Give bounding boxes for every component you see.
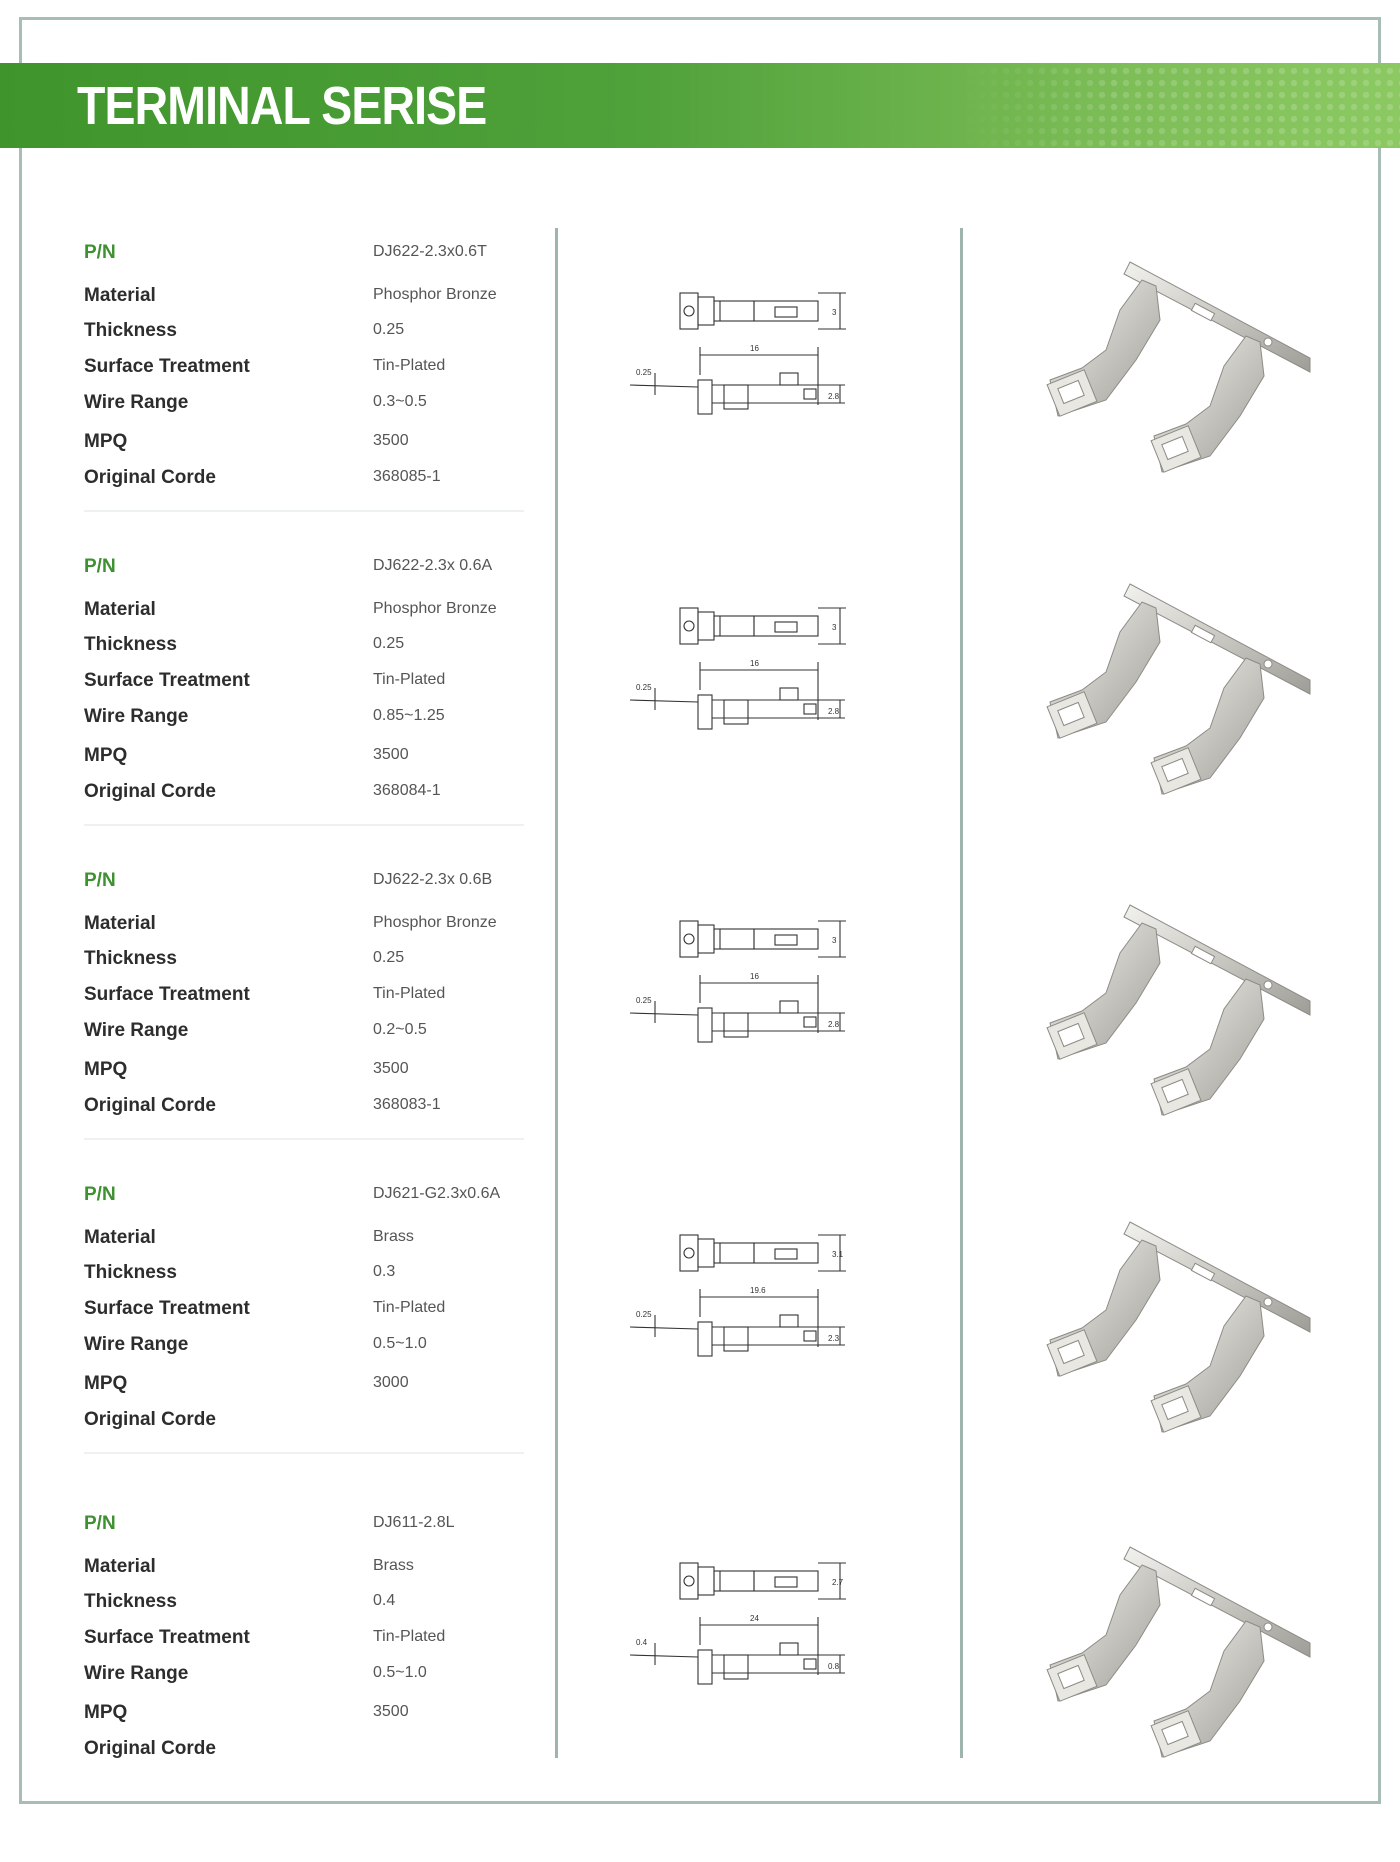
spec-label: Material	[84, 913, 156, 934]
spec-value: Tin-Plated	[373, 357, 446, 374]
spec-value: Tin-Plated	[373, 1299, 446, 1316]
row-separator	[84, 1452, 524, 1454]
spec-value: Phosphor Bronze	[373, 914, 497, 931]
wire-range-row	[84, 1334, 524, 1364]
mpq-row	[84, 1702, 524, 1732]
spec-value: 0.5~1.0	[373, 1664, 427, 1681]
top-view	[680, 1563, 846, 1599]
spec-value: Tin-Plated	[373, 1628, 446, 1645]
material-row	[84, 1227, 524, 1257]
spec-label: P/N	[84, 1513, 116, 1534]
spec-value: 368085-1	[373, 468, 441, 485]
column-divider-left	[555, 228, 558, 1758]
spec-label: Thickness	[84, 1591, 177, 1612]
spec-label: MPQ	[84, 1059, 128, 1080]
pn-row	[84, 556, 524, 586]
side-view	[630, 347, 845, 414]
spec-value: Phosphor Bronze	[373, 286, 497, 303]
width-dimension: 3	[832, 623, 837, 632]
thickness-dimension: 0.25	[636, 683, 652, 692]
top-view	[680, 1235, 846, 1271]
terminal-photo	[1010, 572, 1340, 812]
terminal-left	[1047, 602, 1160, 738]
terminal-right	[1151, 1621, 1264, 1757]
spec-label: MPQ	[84, 1373, 128, 1394]
surface-treatment-row	[84, 1627, 524, 1657]
height-dimension: 2.8	[828, 707, 840, 716]
length-dimension: 16	[750, 972, 759, 981]
spec-label: Wire Range	[84, 706, 189, 727]
spec-value: 3000	[373, 1374, 409, 1391]
wire-range-row	[84, 1020, 524, 1050]
pn-row	[84, 1184, 524, 1214]
thickness-row	[84, 1591, 524, 1621]
spec-value: 368084-1	[373, 782, 441, 799]
row-separator	[84, 824, 524, 826]
length-dimension: 16	[750, 344, 759, 353]
height-dimension: 0.8	[828, 1662, 840, 1671]
spec-label: Thickness	[84, 634, 177, 655]
original-code-row	[84, 1738, 524, 1768]
terminal-right	[1151, 1296, 1264, 1432]
height-dimension: 2.8	[828, 392, 840, 401]
spec-label: P/N	[84, 870, 116, 891]
spec-label: Wire Range	[84, 1663, 189, 1684]
drawing-svg	[600, 600, 920, 810]
surface-treatment-row	[84, 984, 524, 1014]
spec-label: Original Corde	[84, 467, 216, 488]
thickness-row	[84, 1262, 524, 1292]
spec-label: Thickness	[84, 1262, 177, 1283]
width-dimension: 3	[832, 936, 837, 945]
side-view	[630, 1289, 845, 1356]
spec-label: Material	[84, 1227, 156, 1248]
drawing-svg	[600, 913, 920, 1123]
pn-row	[84, 870, 524, 900]
pn-row	[84, 242, 524, 272]
spec-value: 3500	[373, 1060, 409, 1077]
spec-label: Original Corde	[84, 1738, 216, 1759]
terminal-right	[1151, 979, 1264, 1115]
drawing-svg	[600, 1555, 920, 1765]
spec-label: Wire Range	[84, 392, 189, 413]
spec-value: Tin-Plated	[373, 671, 446, 688]
terminal-illustration	[1010, 250, 1340, 490]
width-dimension: 3.1	[832, 1250, 844, 1259]
spec-value: Phosphor Bronze	[373, 600, 497, 617]
terminal-left	[1047, 923, 1160, 1059]
spec-label: Surface Treatment	[84, 984, 250, 1005]
thickness-dimension: 0.4	[636, 1638, 648, 1647]
material-row	[84, 1556, 524, 1586]
terminal-left	[1047, 280, 1160, 416]
spec-label: Wire Range	[84, 1334, 189, 1355]
thickness-row	[84, 634, 524, 664]
terminal-left	[1047, 1240, 1160, 1376]
surface-treatment-row	[84, 1298, 524, 1328]
side-view	[630, 662, 845, 729]
technical-drawing	[600, 285, 920, 495]
width-dimension: 2.7	[832, 1578, 844, 1587]
spec-value: 0.25	[373, 321, 405, 338]
spec-value: 3500	[373, 1703, 409, 1720]
spec-value: 0.25	[373, 635, 405, 652]
surface-treatment-row	[84, 356, 524, 386]
spec-label: Original Corde	[84, 781, 216, 802]
technical-drawing	[600, 1227, 920, 1437]
spec-value: 3500	[373, 746, 409, 763]
thickness-dimension: 0.25	[636, 996, 652, 1005]
spec-label: Thickness	[84, 948, 177, 969]
height-dimension: 2.8	[828, 1020, 840, 1029]
original-code-row	[84, 1095, 524, 1125]
material-row	[84, 599, 524, 629]
thickness-dimension: 0.25	[636, 1310, 652, 1319]
spec-label: P/N	[84, 1184, 116, 1205]
terminal-left	[1047, 1565, 1160, 1701]
spec-value: 0.3	[373, 1263, 396, 1280]
spec-value: 0.2~0.5	[373, 1021, 427, 1038]
spec-label: Original Corde	[84, 1409, 216, 1430]
wire-range-row	[84, 1663, 524, 1693]
column-divider-right	[960, 228, 963, 1758]
spec-value: DJ622-2.3x0.6T	[373, 243, 487, 260]
spec-value: DJ622-2.3x 0.6B	[373, 871, 493, 888]
spec-label: Material	[84, 599, 156, 620]
thickness-row	[84, 948, 524, 978]
spec-label: Thickness	[84, 320, 177, 341]
spec-value: Brass	[373, 1228, 414, 1245]
length-dimension: 16	[750, 659, 759, 668]
width-dimension: 3	[832, 308, 837, 317]
spec-value: 0.3~0.5	[373, 393, 427, 410]
spec-label: Surface Treatment	[84, 1627, 250, 1648]
drawing-svg	[600, 1227, 920, 1437]
spec-label: Material	[84, 1556, 156, 1577]
side-view	[630, 1617, 845, 1684]
terminal-photo	[1010, 1210, 1340, 1450]
row-separator	[84, 510, 524, 512]
terminal-photo	[1010, 1535, 1340, 1775]
terminal-right	[1151, 336, 1264, 472]
terminal-illustration	[1010, 1535, 1340, 1775]
spec-value: 3500	[373, 432, 409, 449]
spec-label: P/N	[84, 556, 116, 577]
spec-value: DJ621-G2.3x0.6A	[373, 1185, 501, 1202]
side-view	[630, 975, 845, 1042]
mpq-row	[84, 1059, 524, 1089]
spec-value: 0.85~1.25	[373, 707, 445, 724]
surface-treatment-row	[84, 670, 524, 700]
spec-value: 0.5~1.0	[373, 1335, 427, 1352]
length-dimension: 19.6	[750, 1286, 766, 1295]
spec-label: P/N	[84, 242, 116, 263]
technical-drawing	[600, 600, 920, 810]
spec-label: MPQ	[84, 745, 128, 766]
spec-value: Brass	[373, 1557, 414, 1574]
spec-label: MPQ	[84, 431, 128, 452]
technical-drawing	[600, 913, 920, 1123]
length-dimension: 24	[750, 1614, 759, 1623]
material-row	[84, 913, 524, 943]
mpq-row	[84, 745, 524, 775]
wire-range-row	[84, 706, 524, 736]
original-code-row	[84, 781, 524, 811]
spec-label: MPQ	[84, 1702, 128, 1723]
row-separator	[84, 1138, 524, 1140]
spec-value: DJ611-2.8L	[373, 1514, 455, 1531]
terminal-photo	[1010, 893, 1340, 1133]
spec-label: Original Corde	[84, 1095, 216, 1116]
banner-pattern	[960, 63, 1400, 148]
drawing-svg	[600, 285, 920, 495]
spec-label: Material	[84, 285, 156, 306]
thickness-row	[84, 320, 524, 350]
spec-label: Surface Treatment	[84, 670, 250, 691]
spec-label: Surface Treatment	[84, 1298, 250, 1319]
mpq-row	[84, 431, 524, 461]
thickness-dimension: 0.25	[636, 368, 652, 377]
spec-label: Wire Range	[84, 1020, 189, 1041]
spec-value: DJ622-2.3x 0.6A	[373, 557, 493, 574]
terminal-right	[1151, 658, 1264, 794]
terminal-illustration	[1010, 1210, 1340, 1450]
pn-row	[84, 1513, 524, 1543]
technical-drawing	[600, 1555, 920, 1765]
top-view	[680, 921, 846, 957]
spec-value: 0.25	[373, 949, 405, 966]
spec-value: 368083-1	[373, 1096, 441, 1113]
page-title: TERMINAL SERISE	[77, 76, 487, 136]
material-row	[84, 285, 524, 315]
height-dimension: 2.3	[828, 1334, 840, 1343]
terminal-illustration	[1010, 893, 1340, 1133]
original-code-row	[84, 1409, 524, 1439]
spec-value: Tin-Plated	[373, 985, 446, 1002]
header-banner	[0, 63, 1400, 148]
mpq-row	[84, 1373, 524, 1403]
spec-label: Surface Treatment	[84, 356, 250, 377]
original-code-row	[84, 467, 524, 497]
terminal-photo	[1010, 250, 1340, 490]
top-view	[680, 293, 846, 329]
top-view	[680, 608, 846, 644]
terminal-illustration	[1010, 572, 1340, 812]
wire-range-row	[84, 392, 524, 422]
spec-value: 0.4	[373, 1592, 396, 1609]
